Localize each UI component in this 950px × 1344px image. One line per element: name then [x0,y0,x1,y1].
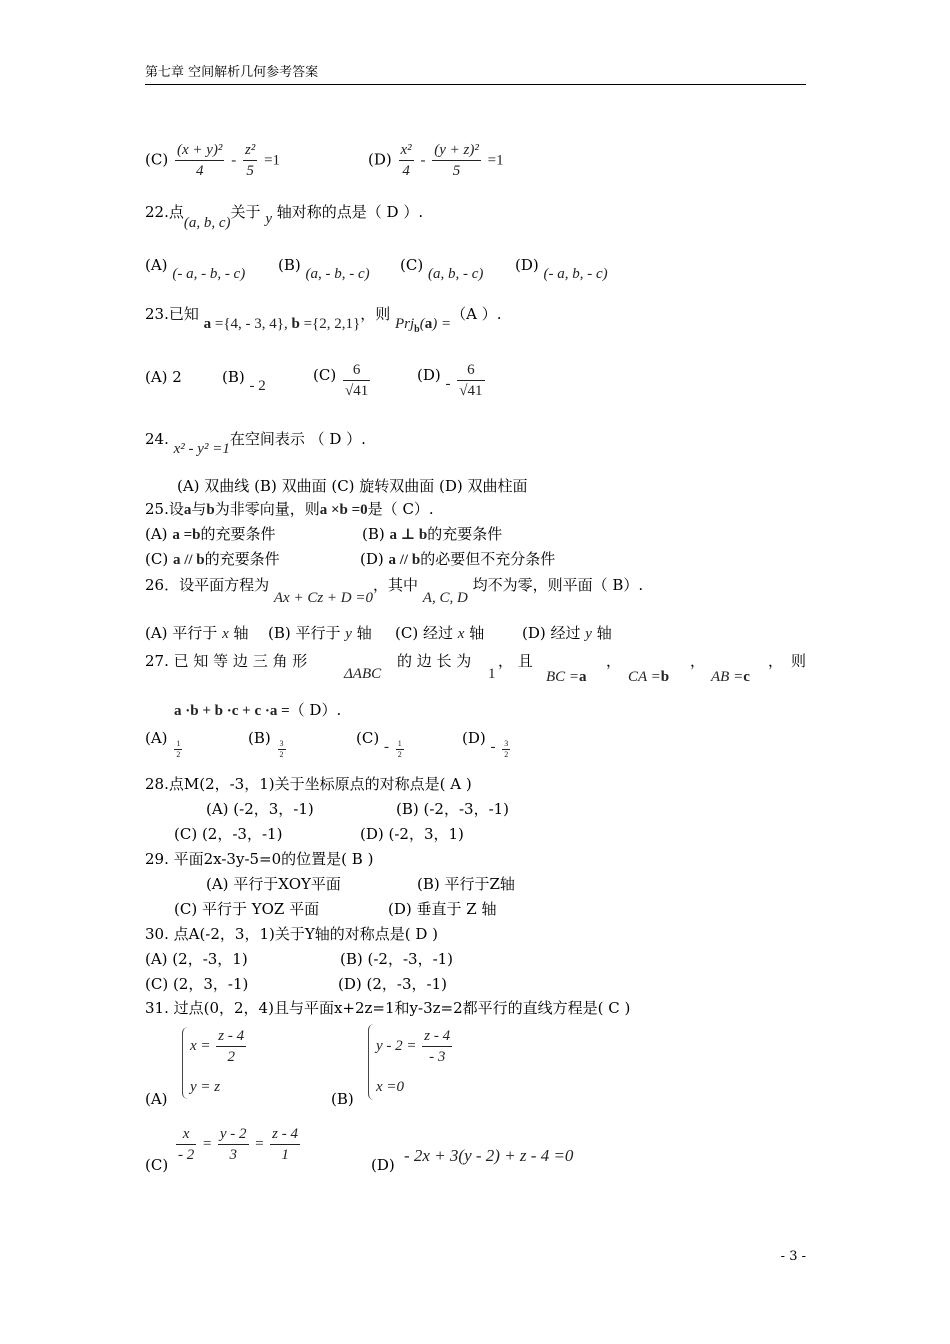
q31-option-b-line-1: y - 2 = $\frac{z - 4}{- 3}$ [376,1028,451,1065]
fraction: $\frac{\text{z²}}{5}$ [244,142,256,179]
q27-stem-then: 则 [791,652,807,670]
q28-option-b: (B) (-2，-3，-1) [396,800,510,818]
q27-dot-expr: a ·b + b ·c + c ·a =（ D）. [174,701,342,719]
q28-option-c: (C) (2，-3，-1) [174,825,283,843]
q22-option-d: (D) (- a, b, - c) [515,256,608,282]
fraction: 3 2 [504,738,509,759]
q29-option-a: (A) 平行于XOY平面 [206,875,341,893]
q22-stem: 22.点(a, b, c)关于 y 轴对称的点是（ D ）. [145,203,424,231]
fraction: $\frac{\text{(x + y)²}}{4}$ [176,142,223,179]
q30-option-a: (A) (2，-3，1) [145,950,248,968]
q23-stem: 23.已知 a ={4, - 3, 4}, b ={2, 2,1}，则 Prj$_b$(a) =（A ）. [145,305,502,335]
fraction: $\frac{z - 4}{2}$ [218,1028,245,1065]
fraction: $\frac{\text{x²}}{4}$ [400,142,412,179]
q21-option-d: (D) $\frac{\text{x²}}{4}$ - $\frac{\text{(y + z)²}}{5}$ =1 [368,142,504,179]
q27-option-b: (B) $_{\frac{3}{2}}$ [248,729,284,759]
q27-stem-side: 的 边 长 为 [397,652,472,670]
q25-option-d: (D) a // b的必要但不充分条件 [360,550,556,568]
page-number: - 3 - [780,1249,806,1264]
q21-option-c: (C) $\frac{\text{(x + y)²}}{4}$ - $\frac{\text{z²}}{5}$ =1 [145,142,281,179]
q27-ca: CA =b [628,669,670,685]
fraction: 1 2 [176,738,181,759]
q22-option-a: (A) (- a, - b, - c) [145,256,246,282]
q31-option-b-line-2: x =0 [376,1079,405,1095]
q26-option-c: (C) 经过 x 轴 [395,624,485,642]
q22-option-b: (B) (a, - b, - c) [278,256,370,282]
fraction: 3 2 [279,738,284,759]
q28-stem: 28.点M(2，-3，1)关于坐标原点的对称点是( A ) [145,775,472,793]
q29-stem: 29. 平面2x-3y-5=0的位置是( B ) [145,850,374,868]
vector-expr: a ={4, - 3, 4}, b ={2, 2,1} [203,316,361,332]
q31-option-c-expr: $\frac{x}{- 2}$ = $\frac{y - 2}{3}$ = $\frac{z - 4}{1}$ [178,1126,298,1163]
option-label: (D) [368,150,392,169]
q27-option-d: (D) - $_{\frac{3}{2}}$ [462,729,509,759]
q30-stem: 30. 点A(-2，3，1)关于Y轴的对称点是( D ) [145,925,439,943]
q26-stem: 26．设平面方程为 Ax + Cz + D =0，其中 A, C, D 均不为零，则平面（ B）. [145,576,644,606]
q27-option-a: (A) $_{\frac{1}{2}}$ [145,729,181,759]
projection-expr: Prj$_b$(a) = [395,316,452,335]
fraction: $\frac{x}{- 2}$ [178,1126,195,1163]
q31-option-a-line-2: y = z [190,1079,221,1095]
q25-option-a: (A) a =b的充要条件 [145,525,276,543]
q27-side-length: 1 [488,666,496,682]
q26-option-d: (D) 经过 y 轴 [522,624,612,642]
q27-comma-1: ， [606,652,622,670]
q27-bc: BC =a [546,669,587,685]
equation: x² - y² =1 [173,441,230,457]
q23-option-c: (C) $\frac{6}{√41}$ [313,362,369,399]
fraction: $\frac{z - 4}{1}$ [272,1126,298,1163]
q25-stem: 25.设a与b为非零向量，则a ×b =0是（ C）. [145,500,434,518]
q28-option-a: (A) (-2，3，-1) [206,800,314,818]
q27-comma-2: ， [690,652,706,670]
q31-option-d-expr: - 2x + 3(y - 2) + z - 4 =0 [404,1146,574,1165]
q31-option-a-line-1: x = $\frac{z - 4}{2}$ [190,1028,245,1065]
q23-option-a: (A) 2 [145,368,182,386]
fraction: $\frac{6}{√41}$ [344,362,369,399]
brace [368,1024,375,1100]
q27-stem-and: ， 且 [498,652,533,670]
q25-option-b: (B) a ⊥ b的充要条件 [362,525,503,543]
q24-options: (A) 双曲线 (B) 双曲面 (C) 旋转双曲面 (D) 双曲柱面 [177,477,528,495]
q26-option-b: (B) 平行于 y 轴 [268,624,372,642]
q22-option-c: (C) (a, b, - c) [400,256,484,282]
fraction: $\frac{6}{√41}$ [459,362,483,399]
q26-option-a: (A) 平行于 x 轴 [145,624,249,642]
fraction: $\frac{z - 4}{- 3}$ [424,1028,451,1065]
fraction: 1 2 [397,738,402,759]
q27-stem-label: 27. 已 知 等 边 三 角 形 [145,652,308,670]
q27-triangle: ΔABC [344,666,382,682]
q28-option-d: (D) (-2，3，1) [360,825,464,843]
q29-option-c: (C) 平行于 YOZ 平面 [174,900,320,918]
q23-option-d: (D) - $\frac{6}{√41}$ [417,362,483,399]
fraction: $\frac{\text{(y + z)²}}{5}$ [434,142,479,179]
header-title: 第七章 空间解析几何参考答案 [145,65,319,80]
q30-option-c: (C) (2，3，-1) [145,975,249,993]
q31-option-a-label: (A) [145,1090,168,1108]
q31-option-b-label: (B) [331,1090,354,1108]
option-label: (C) [145,150,169,169]
equation: Ax + Cz + D =0 [273,590,373,606]
q25-option-c: (C) a // b的充要条件 [145,550,280,568]
q30-option-b: (B) (-2，-3，-1) [340,950,454,968]
fraction: $\frac{y - 2}{3}$ [219,1126,247,1163]
q30-option-d: (D) (2，-3，-1) [338,975,447,993]
q31-option-d-label: (D) [371,1156,395,1174]
q29-option-b: (B) 平行于Z轴 [417,875,515,893]
q23-option-b: (B) - 2 [222,368,266,394]
q27-option-c: (C) - $_{\frac{1}{2}}$ [356,729,402,759]
q31-stem: 31. 过点(0，2，4)且与平面x+2z=1和y-3z=2都平行的直线方程是( C ) [145,999,631,1017]
point-expr: (a, b, c) [183,215,231,231]
q27-comma-3: ， [768,652,784,670]
q31-option-c-label: (C) [145,1156,169,1174]
q29-option-d: (D) 垂直于 Z 轴 [388,900,497,918]
brace [182,1027,189,1099]
q24-stem: 24. x² - y² =1在空间表示 （ D ）. [145,430,366,457]
q27-ab: AB =c [711,669,750,685]
page-header [145,66,806,85]
